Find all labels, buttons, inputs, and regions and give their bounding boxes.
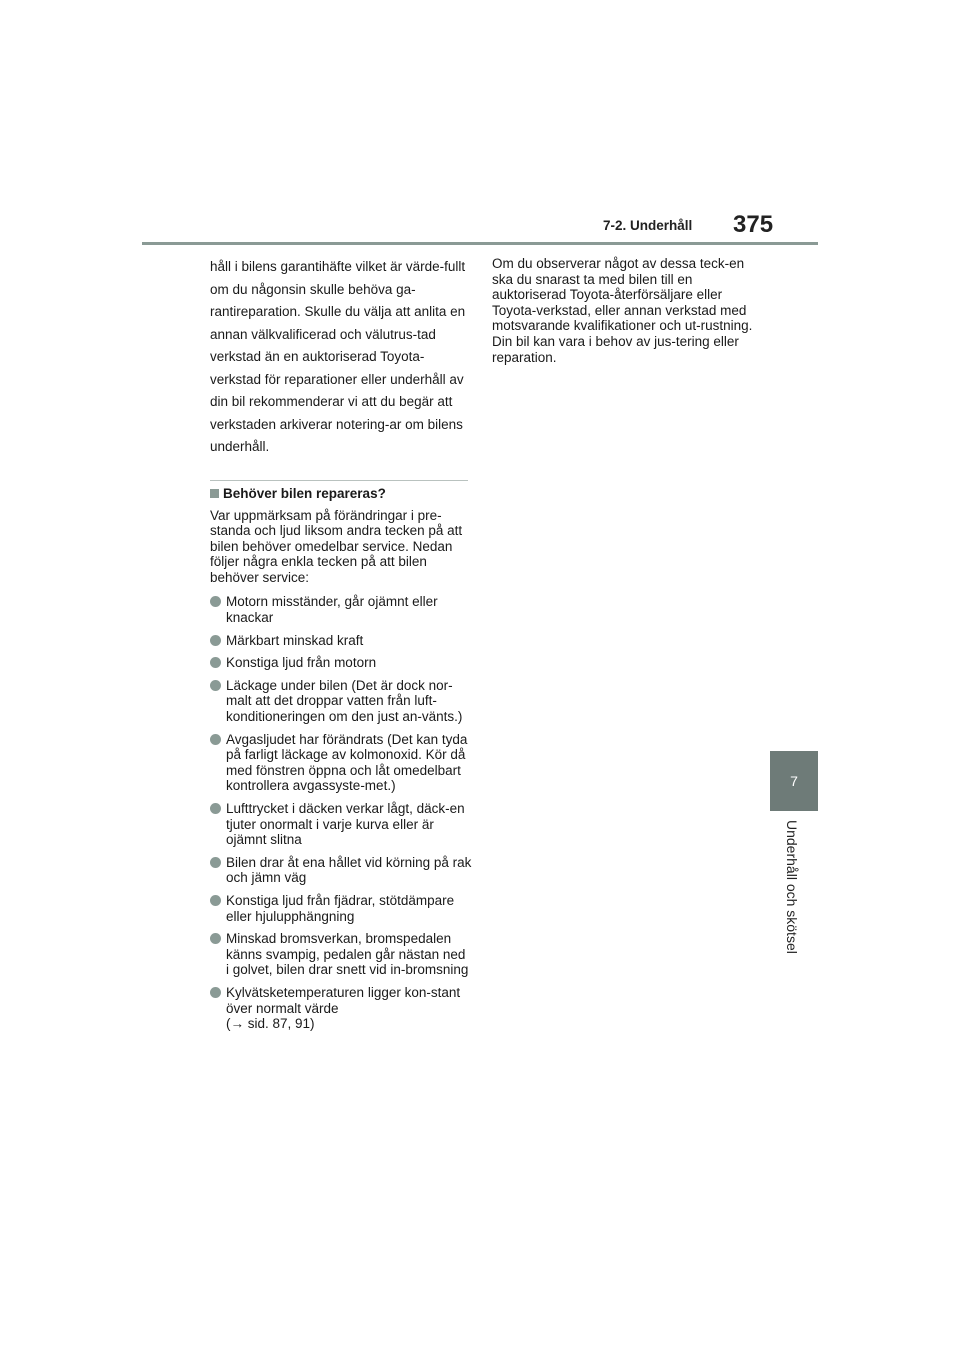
page-reference-link[interactable]: (→ sid. 87, 91) bbox=[226, 1016, 315, 1032]
advice-paragraph: Om du observerar något av dessa teck-en ska du snarast ta med bilen till en auktoriserad Toyota-återförsäljare eller Toyota-verkstad, eller annan verkstad med motsvarande kvalifikationer och ut-rustning. Din bil kan vara i behov av jus-tering eller reparation. bbox=[492, 256, 753, 365]
list-item: Konstiga ljud från fjädrar, stötdämpare eller hjulupphängning bbox=[210, 893, 472, 924]
circle-bullet-icon bbox=[210, 635, 221, 646]
symptom-list bbox=[210, 594, 472, 1031]
chapter-tab[interactable] bbox=[770, 751, 818, 811]
list-item: Bilen drar åt ena hållet vid körning på rak och jämn väg bbox=[210, 855, 472, 886]
list-item: Läckage under bilen (Det är dock nor-malt att det droppar vatten från luft-konditioneringen om den just an-vänts.) bbox=[210, 678, 472, 725]
list-item: Lufttrycket i däcken verkar lågt, däck-en tjuter onormalt i varje kurva eller är ojämnt slitna bbox=[210, 801, 472, 848]
chapter-number: 7 bbox=[790, 773, 798, 789]
right-column bbox=[492, 256, 754, 365]
circle-bullet-icon bbox=[210, 933, 221, 944]
header-divider bbox=[142, 242, 818, 245]
circle-bullet-icon bbox=[210, 857, 221, 868]
square-bullet-icon bbox=[210, 489, 219, 498]
section-heading-text: Behöver bilen repareras? bbox=[223, 485, 386, 501]
circle-bullet-icon bbox=[210, 987, 221, 998]
intro-paragraph: håll i bilens garantihäfte vilket är värde-fullt om du någonsin skulle behöva ga-rantireparation. Skulle du välja att anlita en annan välkvalificerad och välutrus-tad verkstad än en auktoriserad Toyota-verkstad för reparationer eller underhåll av din bil rekommenderar vi att du begär att verkstaden arkiverar notering-ar om bilens underhåll. bbox=[210, 259, 466, 454]
left-column bbox=[210, 256, 472, 1039]
circle-bullet-icon bbox=[210, 895, 221, 906]
list-item: Motorn misständer, går ojämnt eller knackar bbox=[210, 594, 472, 625]
circle-bullet-icon bbox=[210, 734, 221, 745]
section-heading bbox=[210, 486, 472, 502]
circle-bullet-icon bbox=[210, 657, 221, 668]
circle-bullet-icon bbox=[210, 680, 221, 691]
list-item: Märkbart minskad kraft bbox=[210, 633, 472, 649]
list-item: Minskad bromsverkan, bromspedalen känns svampig, pedalen går nästan ned i golvet, bilen drar snett vid in-bromsning bbox=[210, 931, 472, 978]
list-item: Kylvätsketemperaturen ligger kon-stant över normalt värde (→ sid. 87, 91) bbox=[210, 985, 472, 1032]
section-intro: Var uppmärksam på förändringar i pre-standa och ljud liksom andra tecken på att bilen behöver omedelbar service. Nedan följer några enkla tecken på att bilen behöver service: bbox=[210, 507, 463, 585]
chapter-label: Underhåll och skötsel bbox=[784, 820, 800, 954]
page-number: 375 bbox=[733, 211, 774, 238]
circle-bullet-icon bbox=[210, 803, 221, 814]
list-item: Konstiga ljud från motorn bbox=[210, 655, 472, 671]
section-divider bbox=[210, 480, 468, 481]
list-item: Avgasljudet har förändrats (Det kan tyda på farligt läckage av kolmonoxid. Kör då med fönstren öppna och låt omedelbart kontrollera avgassyste-met.) bbox=[210, 732, 472, 794]
section-title: 7-2. Underhåll bbox=[603, 218, 693, 233]
circle-bullet-icon bbox=[210, 596, 221, 607]
